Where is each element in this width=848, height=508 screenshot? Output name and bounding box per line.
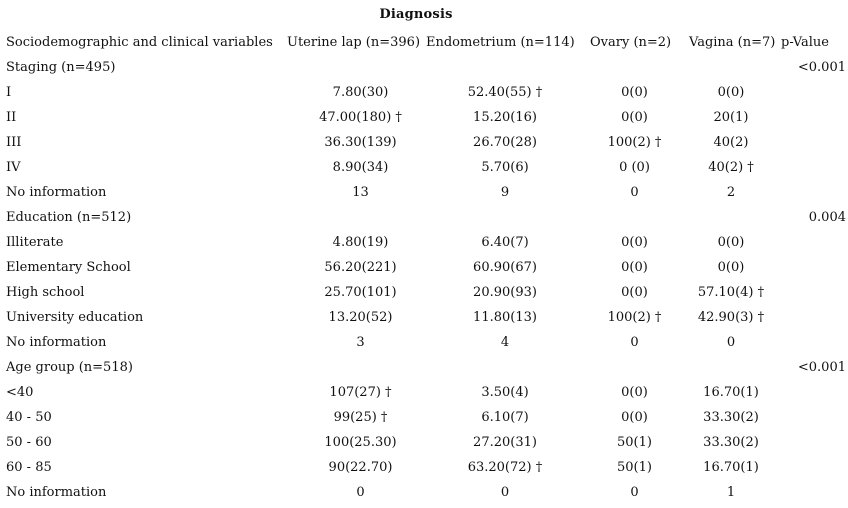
cell-p-value: [779, 255, 848, 280]
cell-ovary: [586, 355, 683, 380]
cell-endometrium: 4: [500, 335, 510, 350]
header-variables: Sociodemographic and clinical variables: [6, 35, 273, 50]
table-group-row: [4, 355, 848, 380]
cell-p-value: [779, 430, 848, 455]
cell-p-value: <0.001: [797, 360, 846, 375]
cell-endometrium: 20.90(93): [473, 285, 537, 300]
cell-variable: Elementary School: [6, 260, 131, 275]
cell-variable: High school: [6, 285, 85, 300]
cell-ovary: 0(0): [621, 235, 648, 250]
cell-vagina: 42.90(3) †: [697, 310, 765, 325]
table-row: [4, 130, 848, 155]
cell-vagina: 20(1): [713, 110, 749, 125]
cell-vagina: 16.70(1): [703, 385, 759, 400]
cell-uterine: 107(27) †: [329, 385, 392, 400]
cell-ovary: 100(2) †: [607, 135, 662, 150]
cell-p-value: [779, 155, 848, 180]
cell-p-value: [779, 405, 848, 430]
table-row: [4, 405, 848, 430]
diagnosis-table: [4, 30, 848, 505]
cell-endometrium: [424, 205, 586, 230]
cell-variable: University education: [6, 310, 144, 325]
cell-vagina: 33.30(2): [703, 435, 759, 450]
cell-variable: II: [6, 110, 17, 125]
table-row: [4, 230, 848, 255]
cell-p-value: [779, 180, 848, 205]
cell-variable: No information: [6, 335, 107, 350]
cell-ovary: [586, 205, 683, 230]
cell-endometrium: [424, 55, 586, 80]
cell-variable: Staging (n=495): [6, 60, 116, 75]
header-vagina: Vagina (n=7): [689, 35, 776, 50]
table-row: [4, 280, 848, 305]
cell-p-value: [779, 480, 848, 505]
cell-ovary: 0 (0): [619, 160, 650, 175]
cell-uterine: 4.80(19): [332, 235, 389, 250]
cell-endometrium: 6.10(7): [481, 410, 529, 425]
cell-vagina: 33.30(2): [703, 410, 759, 425]
header-row: [4, 30, 848, 55]
header-uterine: Uterine lap (n=396): [287, 35, 421, 50]
table-row: [4, 155, 848, 180]
table-row: [4, 255, 848, 280]
cell-endometrium: 26.70(28): [473, 135, 537, 150]
cell-vagina: 1: [726, 485, 736, 500]
cell-endometrium: 0: [500, 485, 510, 500]
cell-uterine: 3: [356, 335, 365, 350]
cell-uterine: 56.20(221): [324, 260, 397, 275]
cell-ovary: 50(1): [617, 435, 652, 450]
cell-endometrium: 52.40(55) †: [467, 85, 543, 100]
header-p-value: p-Value: [781, 35, 829, 50]
cell-vagina: [683, 55, 779, 80]
table-group-row: [4, 55, 848, 80]
cell-endometrium: 3.50(4): [481, 385, 529, 400]
cell-p-value: [779, 230, 848, 255]
cell-ovary: 0: [630, 185, 639, 200]
cell-vagina: 0: [726, 335, 736, 350]
cell-variable: <40: [6, 385, 34, 400]
cell-endometrium: 15.20(16): [473, 110, 537, 125]
header-endometrium: Endometrium (n=114): [426, 35, 575, 50]
table-row: [4, 380, 848, 405]
cell-variable: I: [6, 85, 12, 100]
cell-ovary: [586, 55, 683, 80]
cell-uterine: 7.80(30): [332, 85, 389, 100]
cell-endometrium: 5.70(6): [481, 160, 529, 175]
cell-uterine: 90(22.70): [328, 460, 393, 475]
cell-variable: Illiterate: [6, 235, 64, 250]
table-row: [4, 330, 848, 355]
cell-p-value: 0.004: [808, 210, 846, 225]
cell-vagina: 40(2): [713, 135, 749, 150]
cell-ovary: 100(2) †: [607, 310, 662, 325]
table-title: Diagnosis: [379, 7, 453, 22]
cell-endometrium: [424, 355, 586, 380]
cell-uterine: [283, 205, 424, 230]
cell-p-value: [779, 305, 848, 330]
cell-ovary: 0(0): [621, 385, 648, 400]
cell-ovary: 0: [630, 335, 639, 350]
cell-p-value: [779, 130, 848, 155]
cell-vagina: [683, 205, 779, 230]
cell-variable: IV: [6, 160, 21, 175]
cell-p-value: [779, 80, 848, 105]
cell-endometrium: 6.40(7): [481, 235, 529, 250]
cell-ovary: 0(0): [621, 260, 648, 275]
cell-vagina: 0(0): [717, 85, 745, 100]
cell-endometrium: 27.20(31): [473, 435, 537, 450]
cell-variable: No information: [6, 185, 107, 200]
cell-vagina: [683, 355, 779, 380]
cell-uterine: 25.70(101): [324, 285, 397, 300]
cell-uterine: 0: [356, 485, 365, 500]
cell-uterine: 8.90(34): [332, 160, 389, 175]
cell-uterine: 99(25) †: [333, 410, 388, 425]
cell-ovary: 0(0): [621, 410, 648, 425]
cell-p-value: [779, 280, 848, 305]
header-ovary: Ovary (n=2): [590, 35, 672, 50]
cell-p-value: [779, 380, 848, 405]
cell-endometrium: 9: [500, 185, 510, 200]
table-row: [4, 430, 848, 455]
cell-variable: Education (n=512): [6, 210, 132, 225]
cell-p-value: [779, 105, 848, 130]
cell-endometrium: 60.90(67): [473, 260, 537, 275]
cell-vagina: 2: [726, 185, 736, 200]
cell-variable: 40 - 50: [6, 410, 52, 425]
cell-uterine: 13: [352, 185, 369, 200]
cell-variable: Age group (n=518): [6, 360, 133, 375]
cell-uterine: 13.20(52): [328, 310, 393, 325]
table-row: [4, 80, 848, 105]
cell-uterine: 47.00(180) †: [319, 110, 402, 125]
cell-vagina: 0(0): [717, 235, 745, 250]
table-row: [4, 480, 848, 505]
cell-vagina: 57.10(4) †: [697, 285, 765, 300]
cell-vagina: 16.70(1): [703, 460, 759, 475]
cell-variable: 50 - 60: [6, 435, 52, 450]
cell-uterine: 100(25.30): [324, 435, 397, 450]
cell-variable: 60 - 85: [6, 460, 52, 475]
cell-ovary: 0: [630, 485, 639, 500]
cell-ovary: 0(0): [621, 110, 648, 125]
cell-uterine: [283, 355, 424, 380]
table-row: [4, 105, 848, 130]
cell-p-value: <0.001: [797, 60, 846, 75]
cell-ovary: 0(0): [621, 285, 648, 300]
table-row: [4, 305, 848, 330]
cell-ovary: 50(1): [617, 460, 652, 475]
cell-endometrium: 63.20(72) †: [467, 460, 543, 475]
table-row: [4, 180, 848, 205]
cell-variable: III: [6, 135, 22, 150]
cell-uterine: [283, 55, 424, 80]
table-group-row: [4, 205, 848, 230]
cell-p-value: [779, 330, 848, 355]
table-row: [4, 455, 848, 480]
cell-uterine: 36.30(139): [324, 135, 397, 150]
cell-vagina: 40(2) †: [708, 160, 754, 175]
cell-p-value: [779, 455, 848, 480]
cell-endometrium: 11.80(13): [473, 310, 537, 325]
cell-variable: No information: [6, 485, 107, 500]
cell-vagina: 0(0): [717, 260, 745, 275]
cell-ovary: 0(0): [621, 85, 648, 100]
